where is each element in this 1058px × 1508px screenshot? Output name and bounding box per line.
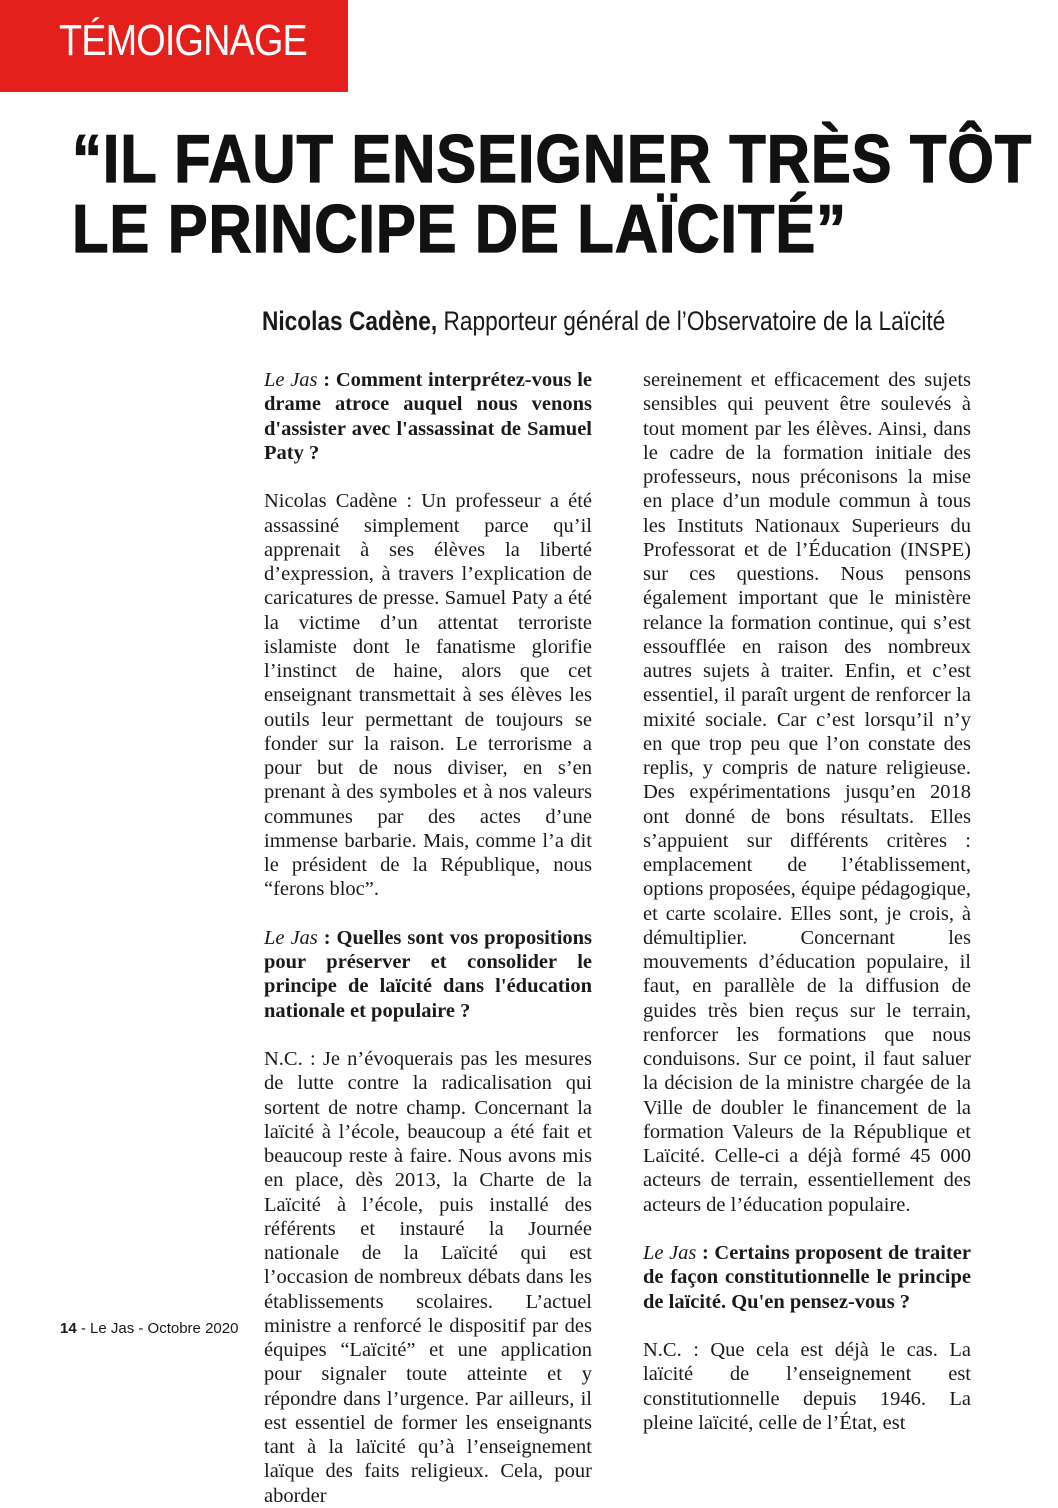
byline-name: Nicolas Cadène, bbox=[262, 306, 438, 336]
article-column-right bbox=[643, 368, 971, 1435]
answer-2-continued: sereinement et efficacement des sujets sensibles qui peuvent être soulevés à tout moment par les élèves. Ainsi, dans le cadre de la formation initiale des professeurs, nous préconisons la mise en place d’un module commun à tous les Instituts Nationaux Superieurs du Professorat et de l’Éducation (INSPE) sur ces questions. Nous pensons également important que le ministère relance la formation continue, qui s’est essoufflée en raison des nombreux autres sujets à traiter. Enfin, et c’est essentiel, il paraît urgent de renforcer la mixité sociale. Car c’est lorsqu’il n’y en que trop peu que l’on constate des replis, y compris de nature religieuse. Des expérimentations jusqu’en 2018 ont donné de bons résultats. Elles s’appuient sur différents critères : emplacement de l’établissement, options proposées, équipe pédagogique, et carte scolaire. Elles sont, je crois, à démultiplier. Concernant les mouvements d’éducation populaire, il faut, en parallèle de la diffusion de guides très bien reçus sur le terrain, renforcer les formations que nous conduisons. Sur ce point, il faut saluer la décision de la ministre chargée de la Ville de doubler le financement de la formation Valeurs de la République et Laïcité. Celle-ci a déjà formé 45 000 acteurs de terrain, essentiellement des acteurs de l’éducation populaire. bbox=[643, 369, 971, 1216]
footer-text: - Le Jas - Octobre 2020 bbox=[76, 1320, 239, 1337]
answer-1-speaker: Nicolas Cadène : bbox=[264, 490, 413, 513]
byline bbox=[262, 306, 945, 337]
answer-3-speaker: N.C. : bbox=[643, 1339, 699, 1361]
question-1-text: Comment interprétez-vous le drame atroce auquel nous venons d'assister avec l'assassinat de Samuel Paty ? bbox=[264, 369, 593, 464]
question-1-speaker: Le Jas bbox=[264, 369, 318, 391]
headline-line-1: “IL FAUT ENSEIGNER TRÈS TÔT bbox=[72, 121, 1033, 197]
headline bbox=[72, 121, 1052, 267]
page-footer bbox=[60, 1320, 238, 1337]
section-label: TÉMOIGNAGE bbox=[59, 16, 307, 65]
headline-line-2: LE PRINCIPE DE LAÏCITÉ” bbox=[72, 191, 847, 267]
answer-1-text: Un professeur a été assassiné simplement parce qu’il apprenait à ses élèves la liberté d’expression, à travers l’explication de caricatures de presse. Samuel Paty a été la victime d’un attentat terroriste islamiste dont le fanatisme glorifie l’instinct de haine, alors que cet enseignant transmettait à ses élèves les outils leur permettant de toujours se fonder sur la raison. Le terrorisme a pour but de nous diviser, en s’en prenant à des symboles et à nos valeurs communes par des actes d’une immense barbarie. Mais, comme l’a dit le président de la République, nous “ferons bloc”. bbox=[264, 490, 592, 901]
answer-2-speaker: N.C. : bbox=[264, 1048, 316, 1070]
question-3-separator: : bbox=[696, 1242, 715, 1264]
question-3-speaker: Le Jas bbox=[643, 1242, 697, 1264]
article-column-left bbox=[264, 368, 592, 1508]
question-1-separator: : bbox=[317, 369, 336, 391]
section-tag bbox=[0, 0, 348, 92]
answer-2 bbox=[264, 1047, 592, 1508]
question-3-text: Certains proposent de traiter de façon constitutionnelle le principe de laïcité. Qu'en pensez-vous ? bbox=[643, 1242, 972, 1313]
question-1 bbox=[264, 368, 592, 465]
question-2-separator: : bbox=[317, 926, 337, 949]
question-3 bbox=[643, 1241, 971, 1314]
page-number: 14 bbox=[60, 1320, 77, 1337]
question-2 bbox=[264, 926, 592, 1023]
byline-role: Rapporteur général de l’Observatoire de la Laïcité bbox=[437, 306, 946, 336]
question-2-speaker: Le Jas bbox=[264, 926, 318, 949]
answer-3-text: Que cela est déjà le cas. La laïcité de l’enseignement est constitutionnelle depuis 1946. La pleine laïcité, celle de l’État, est bbox=[643, 1339, 971, 1434]
question-2-text: Quelles sont vos propositions pour préserver et consolider le principe de laïcité dans l'éducation nationale et populaire ? bbox=[264, 926, 593, 1022]
answer-1 bbox=[264, 489, 592, 901]
answer-2-text: Je n’évoquerais pas les mesures de lutte contre la radicalisation qui sortent de notre champ. Concernant la laïcité à l’école, beaucoup a été fait et beaucoup reste à faire. Nous avons mis en place, dès 2013, la Charte de la Laïcité à l’école, puis installé des référents et instauré la Journée nationale de la Laïcité qui est l’occasion de nombreux débats dans les établissements scolaires. L’actuel ministre a renforcé le dispositif par des équipes “Laïcité” et une application pour signaler toute atteinte et y répondre dans l’urgence. Par ailleurs, il est essentiel de former les enseignants tant à la laïcité qu’à l’enseignement laïque des faits religieux. Cela, pour aborder bbox=[264, 1048, 592, 1507]
answer-3 bbox=[643, 1338, 971, 1435]
